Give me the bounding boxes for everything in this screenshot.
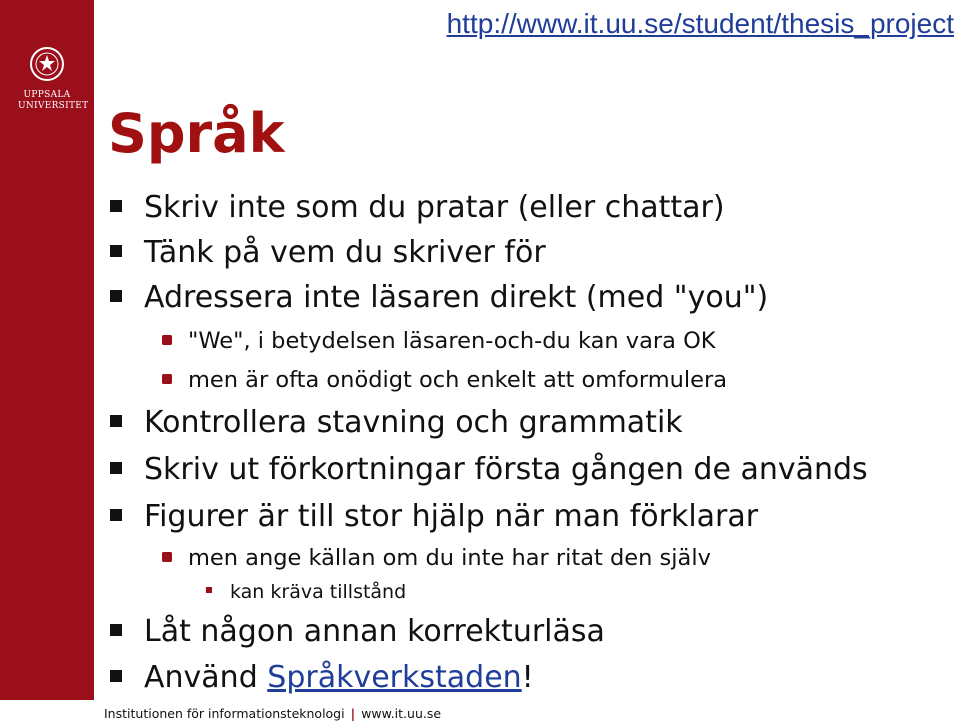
bullet-text: Låt någon annan korrekturläsa: [144, 614, 605, 649]
sub-bullet-item: [162, 327, 716, 355]
bullet-text: Tänk på vem du skriver för: [144, 235, 546, 270]
footer-site: www.it.uu.se: [361, 706, 442, 721]
square-bullet-icon: [110, 245, 122, 257]
bullet-text: Skriv ut förkortningar första gången de används: [144, 452, 868, 487]
bullet-item: [110, 452, 868, 488]
sub-bullet-item: [162, 366, 727, 394]
university-logo: [18, 46, 89, 112]
bullet-text: Adressera inte läsaren direkt (med "you"): [144, 280, 769, 315]
red-flower-bullet-icon: [162, 335, 172, 345]
university-seal-icon: [29, 46, 65, 82]
red-flower-bullet-icon: [162, 552, 172, 562]
square-bullet-icon: [110, 415, 122, 427]
bullet-text: men ange källan om du inte har ritat den själv: [188, 545, 711, 571]
square-bullet-icon: [110, 290, 122, 302]
logo-text-uppsala: UPPSALA: [23, 90, 71, 100]
small-square-bullet-icon: [206, 587, 212, 593]
footer-separator: |: [350, 706, 356, 721]
bullet-text-prefix: Använd: [144, 660, 268, 695]
bullet-item: [110, 614, 605, 650]
bullet-text: "We", i betydelsen läsaren-och-du kan vara OK: [188, 328, 716, 354]
footer-department: Institutionen för informationsteknologi: [104, 706, 345, 721]
bullet-text: Kontrollera stavning och grammatik: [144, 405, 683, 440]
bullet-text: Figurer är till stor hjälp när man förklarar: [144, 499, 759, 534]
square-bullet-icon: [110, 200, 122, 212]
bullet-item: [110, 235, 546, 271]
thesis-project-link[interactable]: http://www.it.uu.se/student/thesis_project: [446, 8, 954, 39]
bullet-text-suffix: !: [521, 660, 534, 695]
slide-title: Språk: [108, 102, 285, 165]
red-flower-bullet-icon: [162, 374, 172, 384]
bullet-item: [110, 660, 534, 696]
logo-text-universitet: UNIVERSITET: [18, 101, 89, 111]
square-bullet-icon: [110, 462, 122, 474]
bullet-item: [110, 405, 683, 441]
square-bullet-icon: [110, 624, 122, 636]
footer-text: [104, 706, 441, 721]
bullet-item: [110, 190, 725, 226]
bullet-text: Skriv inte som du pratar (eller chattar): [144, 190, 725, 225]
sub-sub-bullet-item: [206, 580, 406, 604]
square-bullet-icon: [110, 670, 122, 682]
sub-bullet-item: [162, 544, 711, 572]
bullet-text: men är ofta onödigt och enkelt att omformulera: [188, 367, 728, 393]
bullet-item: [110, 499, 758, 535]
square-bullet-icon: [110, 509, 122, 521]
bullet-text: kan kräva tillstånd: [230, 581, 407, 603]
sprakverkstaden-link[interactable]: Språkverkstaden: [267, 660, 522, 695]
bullet-item: [110, 280, 768, 316]
